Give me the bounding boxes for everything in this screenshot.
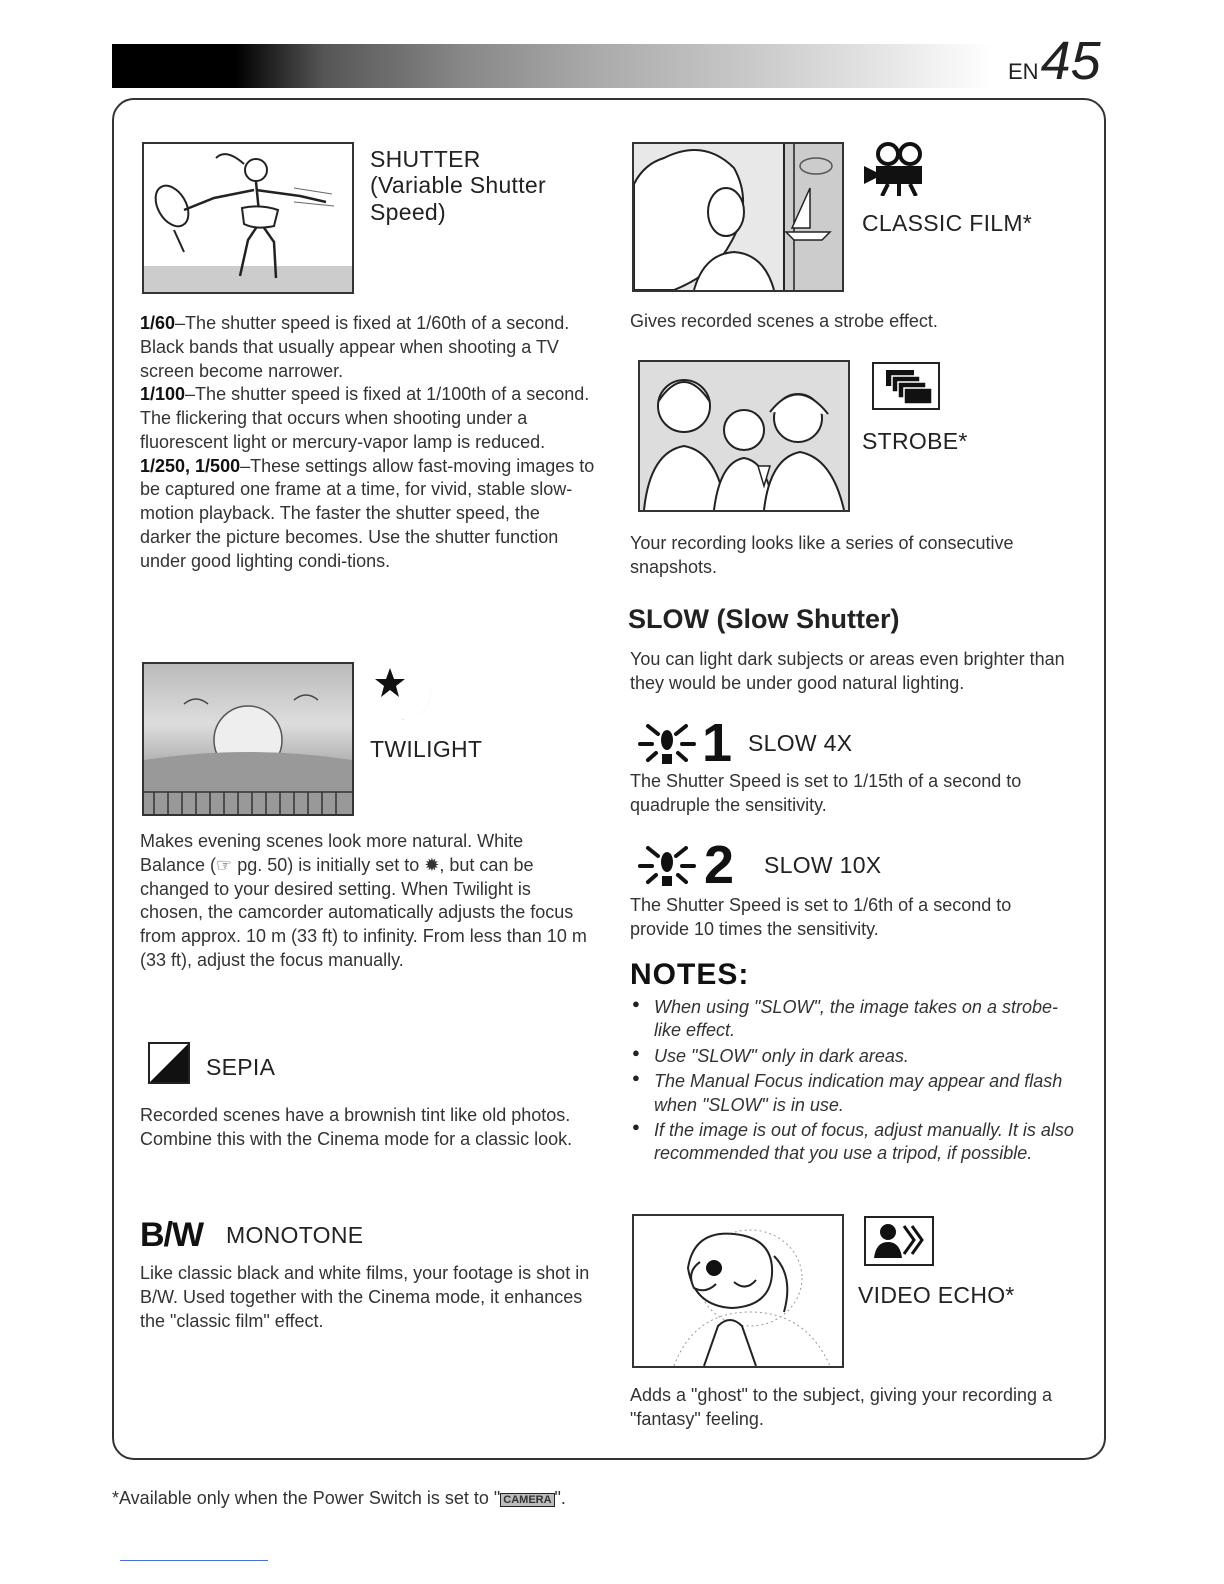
film-camera-icon — [862, 140, 934, 201]
slow-10x-number: 2 — [704, 835, 735, 895]
footnote-text-b: ". — [554, 1488, 566, 1508]
notes-list — [630, 996, 1080, 1168]
twilight-description — [140, 830, 590, 973]
slow-light-icon — [636, 720, 698, 766]
classic-film-description: Gives recorded scenes a strobe effect. — [630, 311, 938, 331]
monotone-title: MONOTONE — [226, 1222, 364, 1248]
shutter-title-line1: SHUTTER — [370, 146, 481, 172]
woman-window-icon — [634, 144, 842, 290]
ghost-face-icon — [634, 1216, 842, 1366]
sunset-scene-icon — [144, 664, 352, 814]
twilight-moon-icon — [372, 664, 442, 729]
video-echo-description: Adds a "ghost" to the subject, giving your recording a "fantasy" feeling. — [630, 1385, 1053, 1429]
slow-4x-number: 1 — [702, 713, 733, 773]
shutter-description — [140, 312, 595, 573]
footer-rule — [120, 1560, 268, 1561]
slow-4x-icon — [636, 713, 733, 773]
strobe-icon — [872, 362, 940, 410]
reference-hand-icon: ☞ — [216, 854, 233, 875]
strobe-title: STROBE* — [862, 428, 968, 454]
strobe-illustration — [638, 360, 850, 512]
sepia-title: SEPIA — [206, 1054, 276, 1080]
shutter-title-line2: (Variable Shutter — [370, 172, 546, 199]
video-echo-illustration — [632, 1214, 844, 1368]
page-prefix: EN — [1008, 59, 1039, 84]
slow-heading: SLOW (Slow Shutter) — [628, 604, 900, 634]
video-echo-title: VIDEO ECHO* — [858, 1282, 1015, 1308]
page-number-value: 45 — [1040, 31, 1101, 91]
sun-icon: ✹ — [424, 854, 440, 875]
bw-icon: B/W — [140, 1216, 204, 1254]
slow-light-icon-2 — [636, 842, 698, 888]
note-item: ● Use "SLOW" only in dark areas. — [630, 1045, 1080, 1068]
camera-badge: CAMERA — [500, 1493, 554, 1507]
slow-10x-title: SLOW 10X — [764, 852, 882, 878]
slow-10x-icon — [636, 835, 735, 895]
note-item: ● The Manual Focus indication may appear and flash when "SLOW" is in use. — [630, 1070, 1080, 1117]
family-photo-icon — [640, 362, 848, 510]
twilight-text-a: Makes evening scenes look more natural. White Balance ( — [140, 831, 524, 875]
sepia-description: Recorded scenes have a brownish tint like old photos. Combine this with the Cinema mode for a classic look. — [140, 1105, 573, 1149]
shutter-1-250-label: 1/250, 1/500 — [140, 455, 241, 476]
slow-description: You can light dark subjects or areas even brighter than they would be under good natural lighting. — [630, 649, 1065, 693]
footnote — [112, 1488, 566, 1509]
slow-4x-title: SLOW 4X — [748, 730, 853, 756]
note-item: ● When using "SLOW", the image takes on a strobe-like effect. — [630, 996, 1080, 1043]
classic-film-title: CLASSIC FILM* — [862, 210, 1033, 236]
video-echo-icon — [864, 1216, 934, 1266]
twilight-illustration — [142, 662, 354, 816]
note-item: ● If the image is out of focus, adjust manually. It is also recommended that you use a tripod, if possible. — [630, 1119, 1080, 1166]
notes-title: NOTES: — [630, 958, 750, 991]
twilight-text-b: ) is initially set to — [287, 854, 420, 875]
footnote-text-a: *Available only when the Power Switch is set to " — [112, 1488, 501, 1508]
shutter-1-60-label: 1/60 — [140, 313, 176, 333]
slow-10x-description: The Shutter Speed is set to 1/6th of a second to provide 10 times the sensitivity. — [630, 895, 1012, 939]
shutter-1-100-label: 1/100 — [140, 384, 186, 405]
slow-4x-description: The Shutter Speed is set to 1/15th of a second to quadruple the sensitivity. — [630, 771, 1022, 815]
sepia-icon — [148, 1042, 190, 1084]
twilight-text-c: , but can be changed to your desired setting. When Twilight is chosen, the camcorder automatically adjusts the focus from approx. 10 m (33 ft) to infinity. From less than 10 m (33 ft), adjust the focus manually. — [140, 854, 587, 970]
shutter-1-250-text: –These settings allow fast-moving images to be captured one frame at a time, for vivid, stable slow-motion playback. The faster the shutter speed, the darker the picture becomes. Use the shutter function under good lighting condi-tions. — [140, 455, 595, 571]
strobe-description: Your recording looks like a series of consecutive snapshots. — [630, 533, 1014, 577]
shutter-1-60-text: –The shutter speed is fixed at 1/60th of a second. Black bands that usually appear when shooting a TV screen become narrower. — [140, 313, 570, 381]
twilight-page-ref: pg. 50 — [237, 854, 288, 875]
tennis-player-icon — [144, 144, 352, 292]
shutter-1-100-text: –The shutter speed is fixed at 1/100th of a second. The flickering that occurs when shooting under a fluorescent light or mercury-vapor lamp is reduced. — [140, 384, 590, 452]
monotone-description: Like classic black and white films, your footage is shot in B/W. Used together with the Cinema mode, it enhances the "classic film" effect. — [140, 1263, 590, 1331]
shutter-title-line3: Speed) — [370, 198, 446, 225]
shutter-title — [370, 146, 590, 225]
shutter-illustration — [142, 142, 354, 294]
page-number — [1008, 30, 1101, 94]
header-gradient-bar — [112, 44, 992, 88]
classic-film-illustration — [632, 142, 844, 292]
twilight-title: TWILIGHT — [370, 736, 483, 762]
